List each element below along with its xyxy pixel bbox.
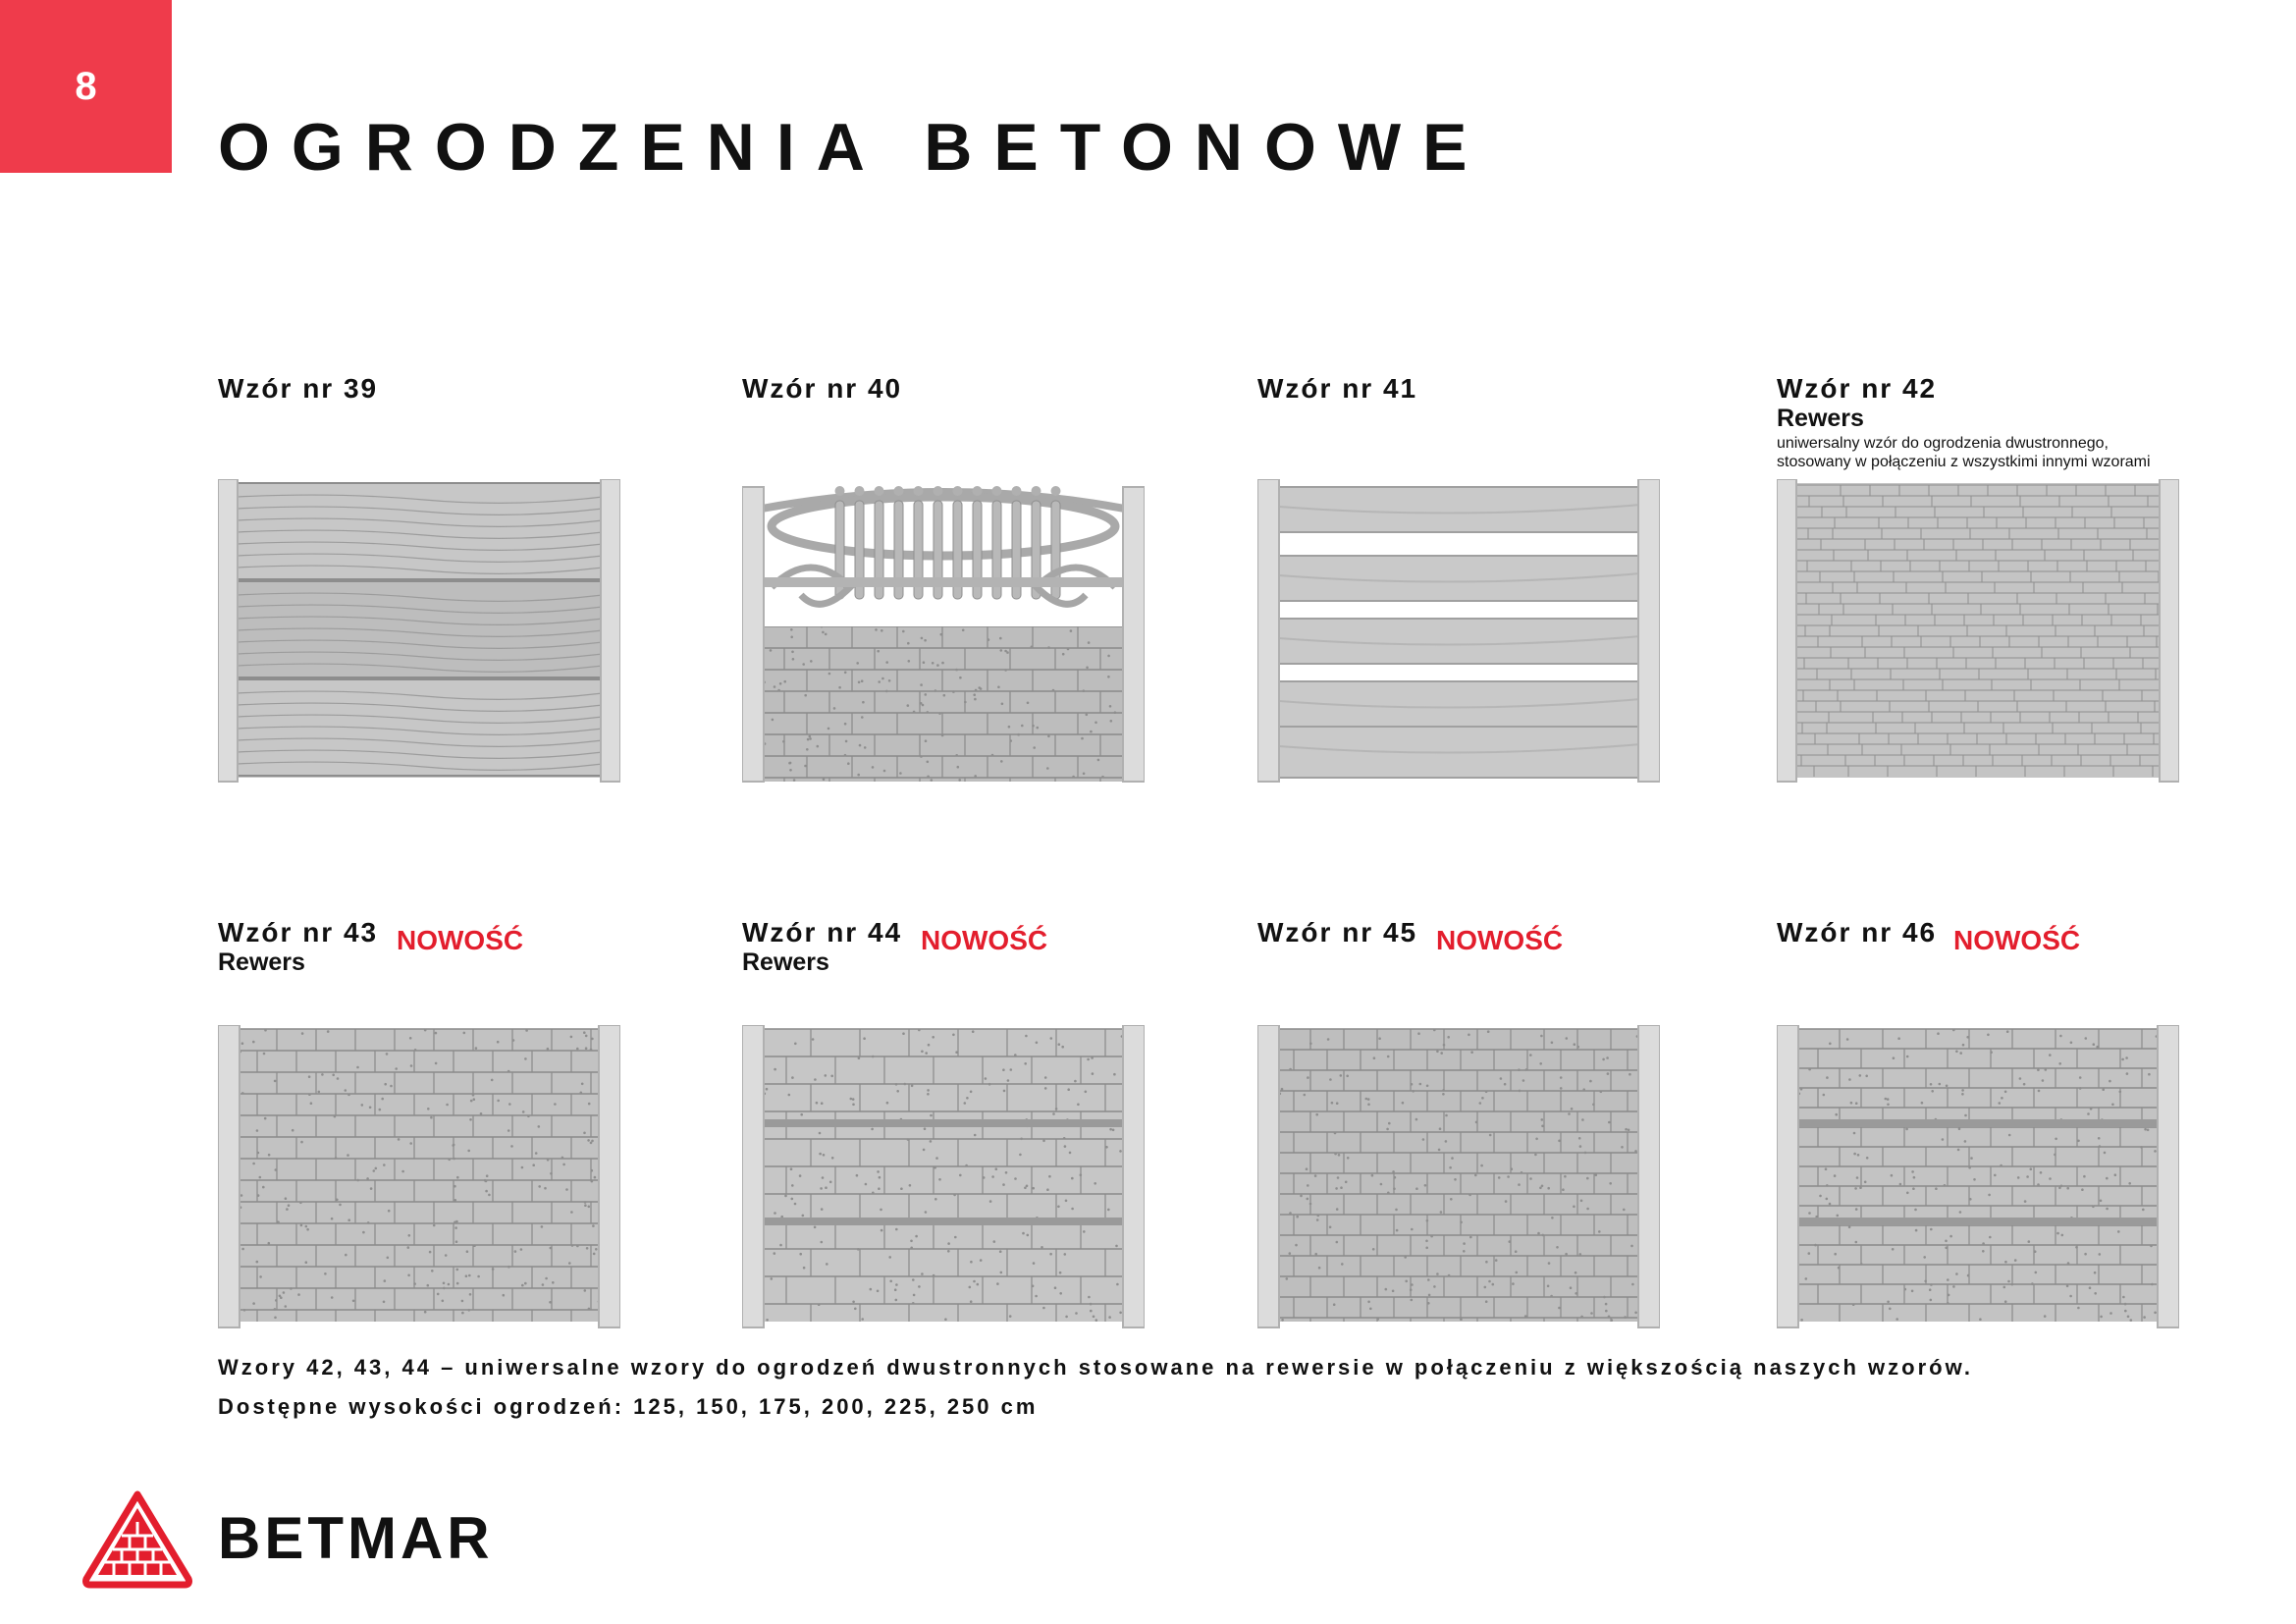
fence-name: Wzór nr 43 [218, 917, 379, 947]
new-badge: NOWOŚĆ [1436, 925, 1564, 955]
fence-name: Wzór nr 42 [1777, 373, 1938, 404]
fence-item [218, 373, 630, 491]
new-badge: NOWOŚĆ [1953, 925, 2081, 955]
fence-name: Wzór nr 41 [1257, 373, 1418, 404]
fence-name: Wzór nr 46 [1777, 917, 1938, 947]
fence-panel-image [1257, 1025, 1660, 1329]
fence-item [1257, 917, 1670, 1035]
fence-item [1257, 373, 1670, 491]
betmar-logo-icon [82, 1490, 192, 1594]
fence-description-line: stosowany w połączeniu z wszystkimi innymi wzorami [1777, 454, 2151, 470]
fence-description-line: uniwersalny wzór do ogrodzenia dwustronnego, [1777, 435, 2109, 452]
fence-item [742, 373, 1154, 491]
fence-item [218, 917, 630, 1035]
new-badge: NOWOŚĆ [397, 925, 524, 955]
universal-patterns-note: Wzory 42, 43, 44 – uniwersalne wzory do ogrodzeń dwustronnych stosowane na rewersie w połączeniu z większością naszych wzorów. [218, 1355, 1974, 1380]
fence-name: Wzór nr 45 [1257, 917, 1418, 947]
fence-subtitle: Rewers [1777, 405, 1864, 432]
fence-panel-image [742, 1025, 1145, 1329]
fence-panel-image [742, 479, 1145, 784]
fence-panel-image [218, 1025, 620, 1329]
fence-subtitle: Rewers [742, 948, 829, 976]
page-number: 8 [75, 64, 97, 108]
fence-description [1777, 434, 2151, 471]
available-heights-note: Dostępne wysokości ogrodzeń: 125, 150, 175, 200, 225, 250 cm [218, 1394, 1039, 1419]
fence-panel-image [218, 479, 620, 784]
brand-name: BETMAR [218, 1505, 494, 1571]
fence-name: Wzór nr 44 [742, 917, 903, 947]
fence-subtitle: Rewers [218, 948, 305, 976]
fence-item [742, 917, 1154, 1035]
new-badge: NOWOŚĆ [921, 925, 1048, 955]
fence-panel-image [1257, 479, 1660, 784]
fence-item [1777, 917, 2189, 1035]
fence-panel-image [1777, 1025, 2179, 1329]
page-title: OGRODZENIA BETONOWE [218, 110, 1489, 185]
page-number-tab [0, 0, 172, 173]
fence-name: Wzór nr 39 [218, 373, 379, 404]
fence-name: Wzór nr 40 [742, 373, 903, 404]
fence-item [1777, 373, 2189, 491]
fence-panel-image [1777, 479, 2179, 784]
